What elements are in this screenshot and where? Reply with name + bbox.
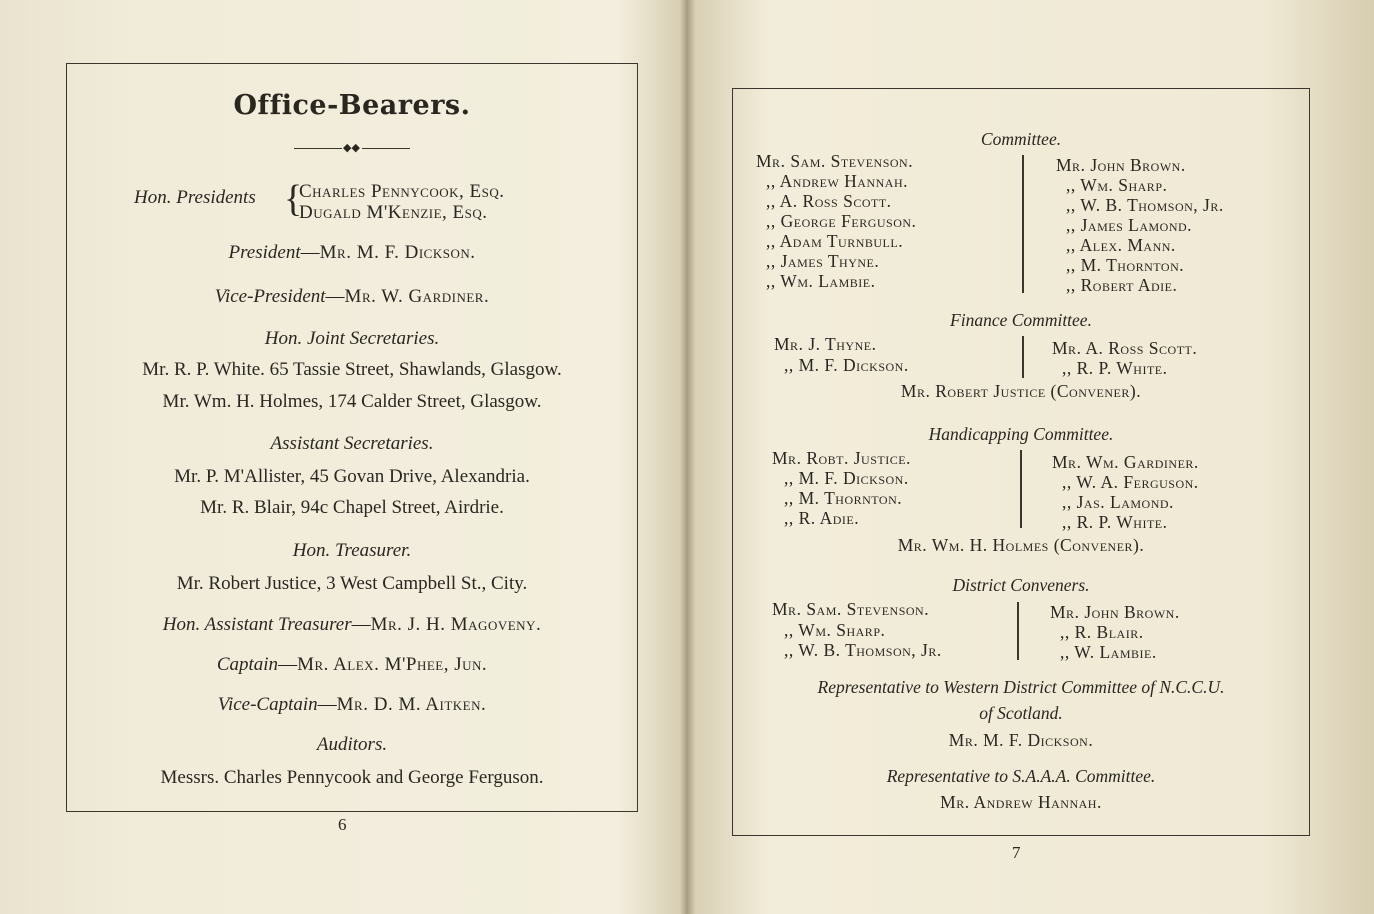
assistant-secretary-2: Mr. R. Blair, 94c Chapel Street, Airdrie.: [200, 497, 504, 518]
committee-left-7: ,, Wm. Lambie.: [766, 271, 876, 291]
handicapping-left-4: ,, R. Adie.: [784, 508, 860, 528]
committee-left-1: Mr. Sam. Stevenson.: [756, 151, 914, 171]
committee-right-2: ,, Wm. Sharp.: [1066, 175, 1168, 195]
handicapping-right-3: ,, Jas. Lamond.: [1062, 492, 1174, 512]
finance-right-2: ,, R. P. White.: [1062, 358, 1168, 378]
committee-label: Committee.: [980, 129, 1062, 149]
committee-left-4: ,, George Ferguson.: [766, 211, 917, 231]
hon-president-1: Charles Pennycook, Esq.: [299, 181, 505, 202]
president-line: President—Mr. M. F. Dickson.: [228, 242, 476, 263]
committee-left-3: ,, A. Ross Scott.: [766, 191, 892, 211]
handicapping-right-4: ,, R. P. White.: [1062, 512, 1168, 532]
vice-president-line: Vice-President—Mr. W. Gardiner.: [214, 286, 490, 307]
treasurer-name: Mr. Robert Justice, 3 West Campbell St., City.: [176, 573, 528, 594]
assistant-secretary-1: Mr. P. M'Allister, 45 Govan Drive, Alexandria.: [174, 466, 530, 487]
handicapping-label: Handicapping Committee.: [928, 424, 1114, 444]
title-ornament-icon: ◆◆: [343, 142, 360, 154]
district-right-3: ,, W. Lambie.: [1060, 642, 1157, 662]
committee-right-1: Mr. John Brown.: [1056, 155, 1186, 175]
committee-right-4: ,, James Lamond.: [1066, 215, 1193, 235]
district-label: District Conveners.: [952, 575, 1090, 595]
captain-name: Mr. Alex. M'Phee, Jun.: [297, 654, 488, 675]
finance-convener: Mr. Robert Justice (Convener).: [900, 381, 1142, 401]
district-left-3: ,, W. B. Thomson, Jr.: [784, 640, 942, 660]
assistant-treasurer-line: Hon. Assistant Treasurer—Mr. J. H. Magoveny.: [162, 614, 542, 635]
handicapping-right-1: Mr. Wm. Gardiner.: [1052, 452, 1199, 472]
vice-captain-line: Vice-Captain—Mr. D. M. Aitken.: [217, 694, 487, 715]
finance-left-1: Mr. J. Thyne.: [774, 334, 877, 354]
district-right-2: ,, R. Blair.: [1060, 622, 1144, 642]
handicapping-convener: Mr. Wm. H. Holmes (Convener).: [897, 535, 1145, 555]
hon-presidents-label: Hon. Presidents: [134, 187, 256, 208]
assistant-treasurer-name: Mr. J. H. Magoveny.: [370, 614, 542, 635]
right-page-number: 7: [1012, 843, 1021, 862]
hon-president-2: Dugald M'Kenzie, Esq.: [299, 202, 488, 223]
committee-right-3: ,, W. B. Thomson, Jr.: [1066, 195, 1224, 215]
handicapping-left-2: ,, M. F. Dickson.: [784, 468, 909, 488]
committee-divider: [1022, 155, 1024, 293]
saaa-rep-label: Representative to S.A.A.A. Committee.: [886, 766, 1156, 786]
president-name: Mr. M. F. Dickson.: [319, 242, 476, 263]
auditors-label: Auditors.: [316, 734, 388, 755]
captain-line: Captain—Mr. Alex. M'Phee, Jun.: [216, 654, 488, 675]
left-page-number: 6: [338, 815, 347, 834]
vice-president-label: Vice-President: [214, 286, 326, 307]
district-left-2: ,, Wm. Sharp.: [784, 620, 886, 640]
title-rule-left: [294, 148, 342, 149]
vice-captain-name: Mr. D. M. Aitken.: [336, 694, 487, 715]
western-rep-name: Mr. M. F. Dickson.: [948, 730, 1094, 750]
finance-label: Finance Committee.: [950, 310, 1092, 330]
district-left-1: Mr. Sam. Stevenson.: [772, 599, 930, 619]
assistant-secretaries-label: Assistant Secretaries.: [270, 433, 434, 454]
handicapping-divider: [1020, 450, 1022, 528]
committee-left-5: ,, Adam Turnbull.: [766, 231, 904, 251]
joint-secretary-2: Mr. Wm. H. Holmes, 174 Calder Street, Glasgow.: [162, 391, 542, 412]
right-page: [690, 0, 1374, 914]
title-rule-right: [362, 148, 410, 149]
finance-divider: [1022, 336, 1024, 378]
hon-presidents-brace: {: [284, 178, 303, 220]
captain-label: Captain: [216, 654, 279, 675]
district-divider: [1017, 602, 1019, 660]
page-title: Office-Bearers.: [233, 90, 471, 121]
saaa-rep-name: Mr. Andrew Hannah.: [940, 792, 1102, 812]
western-rep-label-2: of Scotland.: [979, 703, 1063, 723]
treasurer-label: Hon. Treasurer.: [292, 540, 412, 561]
finance-left-2: ,, M. F. Dickson.: [784, 355, 909, 375]
vice-president-name: Mr. W. Gardiner.: [344, 286, 490, 307]
committee-left-6: ,, James Thyne.: [766, 251, 880, 271]
joint-secretaries-label: Hon. Joint Secretaries.: [264, 328, 440, 349]
vice-captain-label: Vice-Captain: [217, 694, 318, 715]
handicapping-left-3: ,, M. Thornton.: [784, 488, 903, 508]
committee-right-6: ,, M. Thornton.: [1066, 255, 1185, 275]
committee-right-7: ,, Robert Adie.: [1066, 275, 1178, 295]
committee-left-2: ,, Andrew Hannah.: [766, 171, 909, 191]
handicapping-left-1: Mr. Robt. Justice.: [772, 448, 911, 468]
auditors-names: Messrs. Charles Pennycook and George Ferguson.: [160, 767, 544, 788]
assistant-treasurer-label: Hon. Assistant Treasurer: [162, 614, 352, 635]
committee-right-5: ,, Alex. Mann.: [1066, 235, 1176, 255]
district-right-1: Mr. John Brown.: [1050, 602, 1180, 622]
western-rep-label-1: Representative to Western District Committee of N.C.C.U.: [817, 677, 1225, 697]
handicapping-right-2: ,, W. A. Ferguson.: [1062, 472, 1199, 492]
joint-secretary-1: Mr. R. P. White. 65 Tassie Street, Shawlands, Glasgow.: [142, 359, 562, 380]
finance-right-1: Mr. A. Ross Scott.: [1052, 338, 1198, 358]
president-label: President: [228, 242, 301, 263]
